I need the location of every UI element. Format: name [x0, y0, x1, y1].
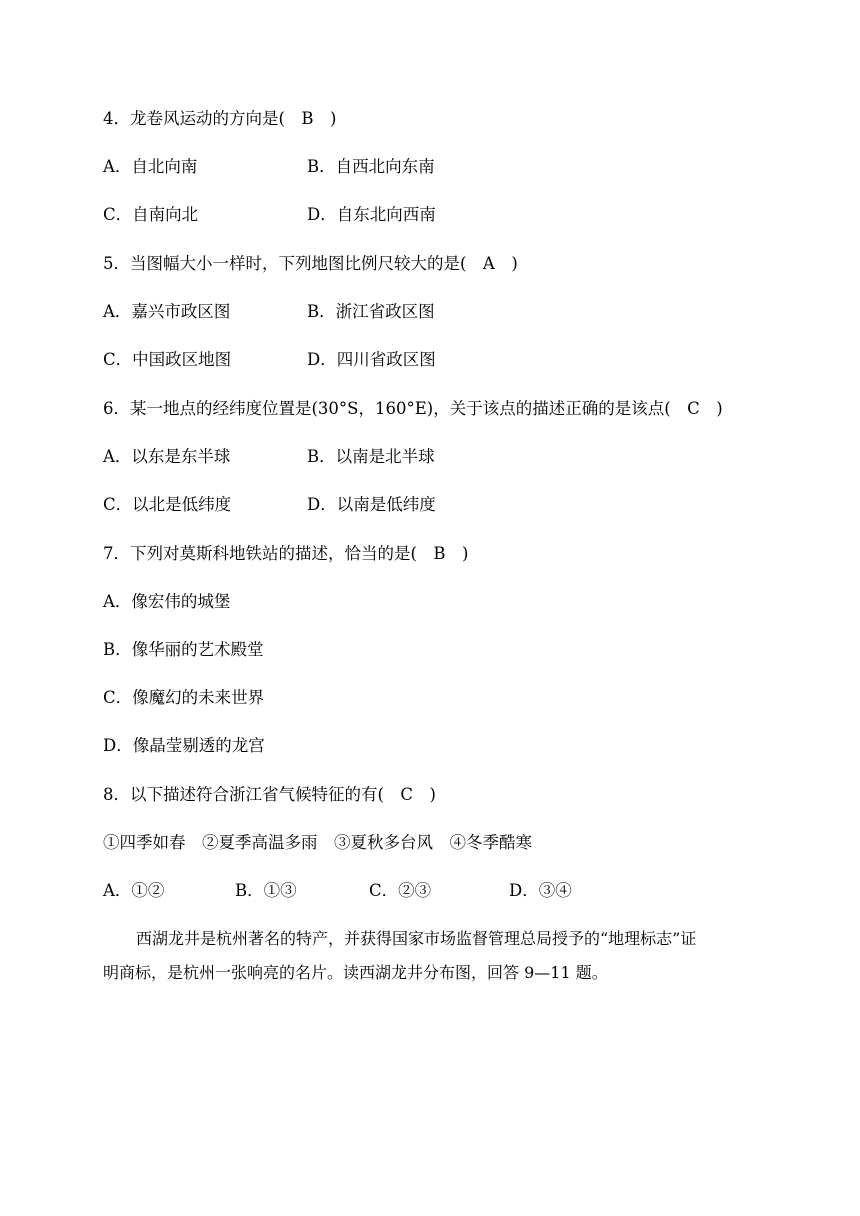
question-8-option-c: C．②③ — [369, 881, 432, 900]
question-4-option-c: C．自南向北 — [103, 205, 199, 224]
question-4-options-row-1 — [0, 156, 860, 178]
question-8-option-a: A．①② — [103, 881, 165, 900]
question-4-option-d: D．自东北向西南 — [307, 205, 436, 224]
question-8-option-b: B．①③ — [235, 881, 297, 900]
question-7-stem: 7．下列对莫斯科地铁站的描述，恰当的是( B ) — [103, 544, 469, 563]
question-4-option-b: B．自西北向东南 — [307, 157, 435, 176]
question-6-options-row-1 — [0, 446, 860, 468]
question-8-option-d: D．③④ — [509, 881, 572, 900]
question-8-stem: 8．以下描述符合浙江省气候特征的有( C ) — [103, 785, 436, 804]
question-5-option-d: D．四川省政区图 — [307, 350, 436, 369]
question-6-stem: 6．某一地点的经纬度位置是(30°S，160°E)，关于该点的描述正确的是该点( C ) — [103, 399, 723, 418]
question-6-options-row-2 — [0, 494, 860, 516]
question-4-stem: 4．龙卷风运动的方向是( B ) — [103, 109, 337, 128]
question-5-options-row-1 — [0, 301, 860, 323]
passage-line-2: 明商标，是杭州一张响亮的名片。读西湖龙井分布图，回答 9—11 题。 — [103, 963, 608, 982]
question-7-option-c: C．像魔幻的未来世界 — [103, 688, 265, 707]
question-7-option-a: A．像宏伟的城堡 — [103, 592, 231, 611]
question-6-option-a: A．以东是东半球 — [103, 447, 231, 466]
question-5-option-b: B．浙江省政区图 — [307, 302, 435, 321]
question-6-option-c: C．以北是低纬度 — [103, 495, 232, 514]
question-8-items: ①四季如春 ②夏季高温多雨 ③夏秋多台风 ④冬季酷寒 — [103, 833, 532, 852]
question-5-option-c: C．中国政区地图 — [103, 350, 232, 369]
question-5-options-row-2 — [0, 349, 860, 371]
question-8-options-row — [0, 880, 860, 902]
question-5-stem: 5．当图幅大小一样时，下列地图比例尺较大的是( A ) — [103, 254, 518, 273]
question-7-option-b: B．像华丽的艺术殿堂 — [103, 640, 264, 659]
passage-line-1: 西湖龙井是杭州著名的特产，并获得国家市场监督管理总局授予的“地理标志”证 — [136, 929, 697, 948]
question-6-option-d: D．以南是低纬度 — [307, 495, 436, 514]
question-5-option-a: A．嘉兴市政区图 — [103, 302, 231, 321]
question-6-option-b: B．以南是北半球 — [307, 447, 435, 466]
question-4-options-row-2 — [0, 204, 860, 226]
question-7-option-d: D．像晶莹剔透的龙宫 — [103, 736, 265, 755]
question-4-option-a: A．自北向南 — [103, 157, 198, 176]
